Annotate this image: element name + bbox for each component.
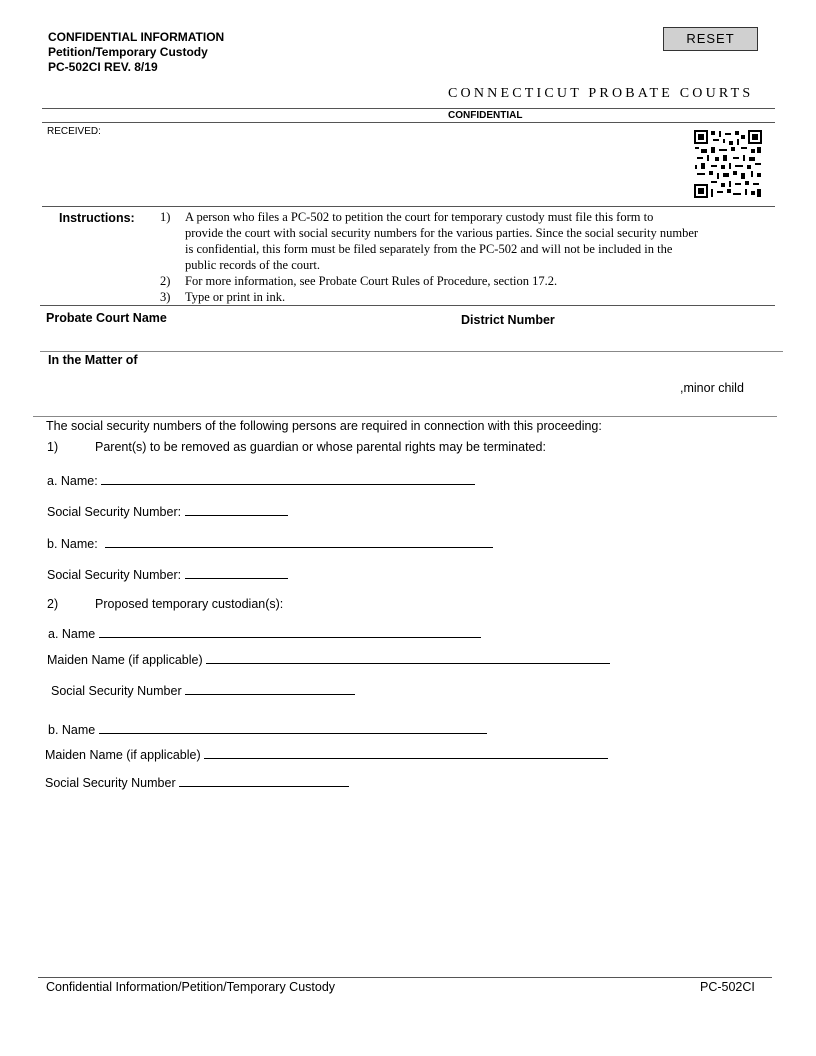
divider	[40, 305, 775, 306]
instruction-item: 2) For more information, see Probate Court Rules of Procedure, section 17.2.	[160, 274, 558, 288]
qr-code-icon	[693, 129, 763, 199]
custodian-b-name-label: b. Name	[48, 723, 96, 737]
divider	[40, 351, 783, 352]
parent-a-ssn-line[interactable]	[185, 503, 288, 516]
received-label: RECEIVED:	[47, 126, 101, 137]
custodian-a-name-label: a. Name	[48, 627, 96, 641]
section-1-label: Parent(s) to be removed as guardian or whose parental rights may be terminated:	[95, 440, 546, 454]
custodian-a-maiden-label: Maiden Name (if applicable)	[47, 653, 203, 667]
parent-b-ssn-line[interactable]	[185, 566, 288, 579]
in-the-matter-of-label: In the Matter of	[48, 353, 138, 367]
parent-a-ssn-label: Social Security Number:	[47, 505, 182, 519]
parent-b-name-line[interactable]	[105, 535, 493, 548]
form-header	[48, 30, 224, 75]
footer-divider	[38, 977, 772, 978]
courts-title: CONNECTICUT PROBATE COURTS	[448, 86, 754, 101]
custodian-a-ssn-field[interactable]	[51, 682, 355, 698]
footer-title: Confidential Information/Petition/Temporary Custody	[46, 980, 336, 994]
reset-button[interactable]: RESET	[663, 27, 758, 51]
form-number: PC-502CI REV. 8/19	[48, 60, 158, 74]
district-number-label: District Number	[461, 313, 555, 327]
parent-a-ssn-field[interactable]	[47, 503, 288, 519]
instruction-item: 1) A person who files a PC-502 to petition the court for temporary custody must file this form to provide the court with social security numbers for the various parties. Since the social security number is confidential, this form must be filed separately from the PC-502 and will not be included in the public records of the court.	[160, 210, 699, 272]
custodian-b-ssn-field[interactable]	[45, 774, 349, 790]
instructions-label: Instructions:	[59, 211, 135, 225]
form-title: CONFIDENTIAL INFORMATION	[48, 30, 225, 44]
custodian-b-name-field[interactable]	[48, 721, 487, 737]
parent-b-name-field[interactable]	[47, 535, 493, 551]
form-subtitle: Petition/Temporary Custody	[48, 45, 208, 59]
custodian-b-ssn-line[interactable]	[179, 774, 349, 787]
parent-b-ssn-label: Social Security Number:	[47, 568, 182, 582]
custodian-a-ssn-line[interactable]	[185, 682, 355, 695]
divider	[42, 122, 775, 123]
parent-b-ssn-field[interactable]	[47, 566, 288, 582]
confidential-label: CONFIDENTIAL	[448, 110, 523, 121]
custodian-b-maiden-label: Maiden Name (if applicable)	[45, 748, 201, 762]
custodian-b-ssn-label: Social Security Number	[45, 776, 176, 790]
instruction-item: 3) Type or print in ink.	[160, 290, 286, 304]
parent-a-name-label: a. Name:	[47, 474, 98, 488]
ssn-intro: The social security numbers of the following persons are required in connection with this proceeding:	[46, 419, 602, 433]
section-1-number: 1)	[47, 440, 59, 454]
section-2-label: Proposed temporary custodian(s):	[95, 597, 284, 611]
parent-b-name-label: b. Name:	[47, 537, 98, 551]
custodian-a-maiden-line[interactable]	[206, 651, 610, 664]
divider	[42, 206, 775, 207]
section-2-number: 2)	[47, 597, 59, 611]
custodian-a-name-field[interactable]	[48, 625, 481, 641]
probate-court-name-label: Probate Court Name	[46, 311, 167, 325]
custodian-a-maiden-field[interactable]	[47, 651, 610, 667]
custodian-b-maiden-field[interactable]	[45, 746, 608, 762]
footer-form-number: PC-502CI	[700, 980, 755, 994]
divider	[33, 416, 777, 417]
custodian-a-name-line[interactable]	[99, 625, 481, 638]
parent-a-name-line[interactable]	[101, 472, 475, 485]
divider	[42, 108, 775, 109]
custodian-b-name-line[interactable]	[99, 721, 487, 734]
minor-child-label: ,minor child	[680, 381, 744, 395]
parent-a-name-field[interactable]	[47, 472, 475, 488]
custodian-a-ssn-label: Social Security Number	[51, 684, 182, 698]
instructions-list	[160, 209, 780, 305]
custodian-b-maiden-line[interactable]	[204, 746, 608, 759]
